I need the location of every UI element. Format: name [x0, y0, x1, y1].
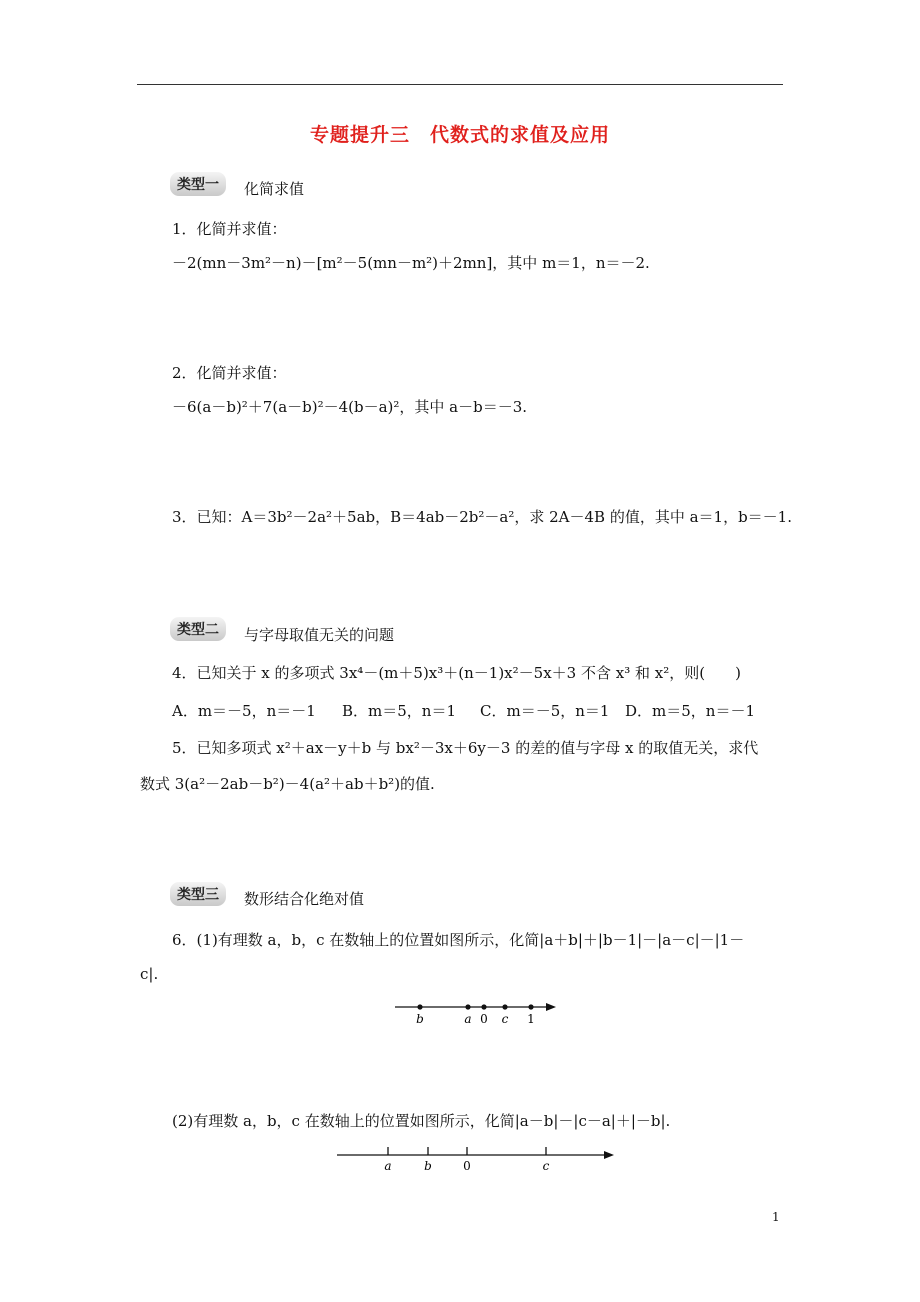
- problem-3: 3．已知：A＝3b²－2a²＋5ab，B＝4ab－2b²－a²，求 2A－4B 的值，其中 a＝1，b＝－1.: [172, 508, 792, 526]
- axis-1-point-1: [528, 1004, 533, 1009]
- section-tag-2: 类型二: [170, 617, 226, 641]
- section-heading-1: 化简求值: [244, 180, 305, 198]
- page-number: 1: [772, 1210, 780, 1224]
- axis-2-label-b: b: [424, 1159, 432, 1172]
- axis-2-label-a: a: [384, 1159, 392, 1172]
- option-d: D．m＝5，n＝－1: [625, 702, 755, 720]
- axis-1-label-1: 1: [527, 1012, 535, 1026]
- section-heading-3: 数形结合化绝对值: [244, 890, 365, 908]
- axis-1-point-c: [502, 1004, 507, 1009]
- problem-1-expression: －2(mn－3m²－n)－[m²－5(mn－m²)＋2mn]，其中 m＝1，n＝－2.: [172, 254, 650, 272]
- section-tag-1: 类型一: [170, 172, 226, 196]
- option-b: B．m＝5，n＝1: [342, 702, 456, 720]
- problem-6-line-1: 6．(1)有理数 a，b，c 在数轴上的位置如图所示，化简|a＋b|＋|b－1|－|a－c|－|1－: [172, 931, 745, 949]
- axis-1-point-b: [417, 1004, 422, 1009]
- problem-4: 4．已知关于 x 的多项式 3x⁴－(m＋5)x³＋(n－1)x²－5x＋3 不含 x³ 和 x²，则( ): [172, 664, 741, 682]
- option-c: C．m＝－5，n＝1: [480, 702, 610, 720]
- axis-1-label-c: c: [501, 1012, 509, 1026]
- axis-2-label-0: 0: [463, 1159, 471, 1172]
- option-a: A．m＝－5，n＝－1: [172, 702, 316, 720]
- header-rule: [137, 84, 783, 85]
- problem-2-expression: －6(a－b)²＋7(a－b)²－4(b－a)²，其中 a－b＝－3.: [172, 398, 528, 416]
- number-line-2: [334, 1142, 620, 1172]
- axis-2-arrow: [604, 1151, 614, 1159]
- axis-1-label-a: a: [464, 1012, 472, 1026]
- problem-5-line-2: 数式 3(a²－2ab－b²)－4(a²＋ab＋b²)的值.: [140, 775, 435, 793]
- number-line-1: [390, 996, 562, 1026]
- axis-1-arrow: [546, 1003, 556, 1011]
- problem-6-line-2: c|.: [140, 965, 159, 983]
- section-tag-3: 类型三: [170, 882, 226, 906]
- problem-1-intro: 1．化简并求值：: [172, 220, 287, 238]
- axis-1-point-a: [465, 1004, 470, 1009]
- problem-2-intro: 2．化简并求值：: [172, 364, 287, 382]
- problem-5-line-1: 5．已知多项式 x²＋ax－y＋b 与 bx²－3x＋6y－3 的差的值与字母 x 的取值无关，求代: [172, 739, 759, 757]
- axis-1-label-0: 0: [480, 1012, 488, 1026]
- section-heading-2: 与字母取值无关的问题: [244, 626, 395, 644]
- problem-6b: (2)有理数 a，b，c 在数轴上的位置如图所示，化简|a－b|－|c－a|＋|－b|.: [172, 1112, 671, 1130]
- page-title: 专题提升三 代数式的求值及应用: [309, 124, 610, 146]
- axis-1-label-b: b: [416, 1012, 424, 1026]
- axis-2-label-c: c: [542, 1159, 550, 1172]
- axis-1-point-0: [481, 1004, 486, 1009]
